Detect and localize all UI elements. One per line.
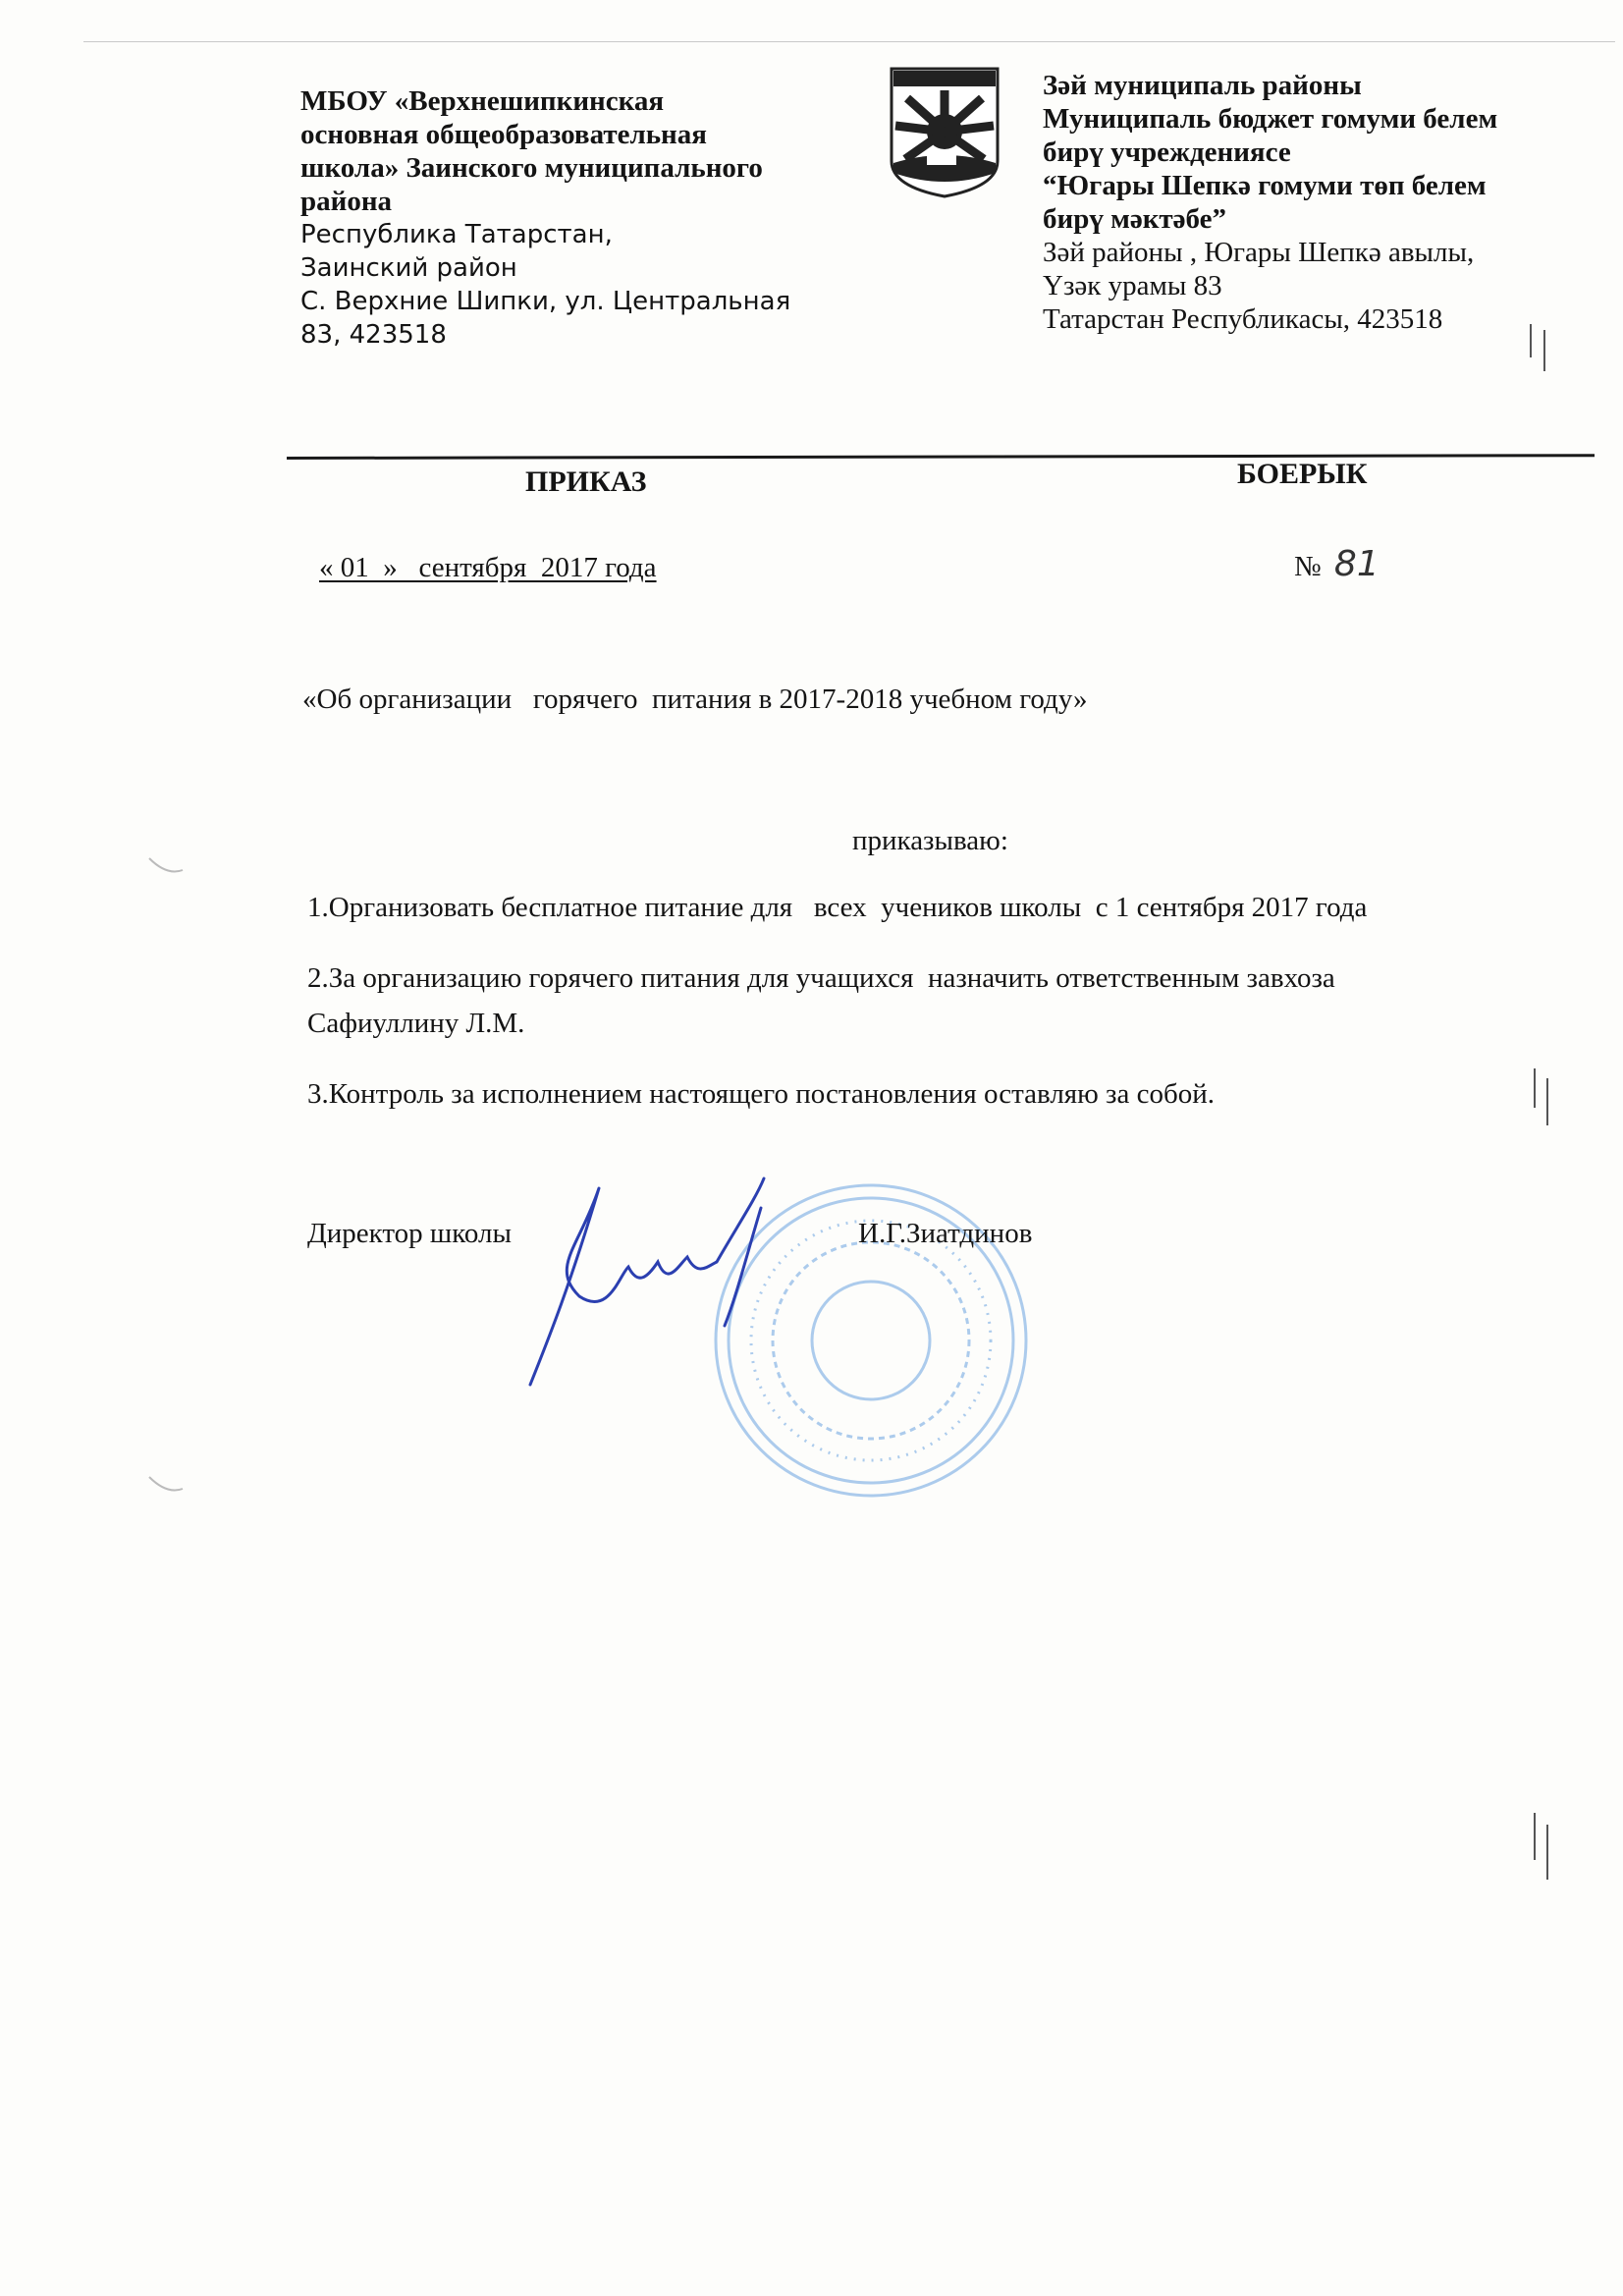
order-item-3: 3.Контроль за исполнением настоящего постановления оставляю за собой.	[307, 1078, 1216, 1110]
signature-position: Директор школы	[307, 1218, 512, 1249]
org-name-ru-line-2: основная общеобразовательная	[300, 119, 707, 150]
scan-mark	[1530, 324, 1532, 357]
address-ru-line-1: Республика Татарстан,	[300, 220, 613, 249]
address-ru-line-4: 83, 423518	[300, 320, 447, 350]
scan-mark	[1546, 1078, 1548, 1125]
org-name-ru-line-1: МБОУ «Верхнешипкинская	[300, 85, 665, 117]
scan-mark	[1546, 1825, 1548, 1880]
coat-of-arms-logo	[888, 65, 1001, 198]
order-item-1: 1.Организовать бесплатное питание для всех учеников школы с 1 сентября 2017 года	[307, 892, 1368, 923]
order-item-2-cont: Сафиуллину Л.М.	[307, 1008, 525, 1039]
address-tt-line-1: Зәй районы , Югары Шепкә авылы,	[1043, 237, 1475, 268]
org-name-tt-line-5: бирү мәктәбе”	[1043, 203, 1227, 235]
order-date: « 01 » сентября 2017 года	[319, 552, 657, 583]
org-name-tt-line-1: Зәй муниципаль районы	[1043, 70, 1362, 101]
director-signature	[511, 1169, 785, 1394]
org-name-ru-line-3: школа» Заинского муниципального	[300, 152, 763, 184]
header-left	[300, 84, 790, 352]
hole-punch-mark	[147, 1471, 187, 1501]
hole-punch-mark	[147, 852, 187, 882]
scan-mark	[1543, 330, 1545, 371]
org-name-ru-line-4: района	[300, 186, 393, 217]
order-word: приказываю:	[852, 825, 1008, 856]
number-value: 81	[1333, 544, 1380, 584]
org-name-tt-line-4: “Югары Шепкә гомуми төп белем	[1043, 170, 1487, 201]
scan-mark	[1534, 1068, 1536, 1108]
order-item-2: 2.За организацию горячего питания для учащихся назначить ответственным завхоза	[307, 962, 1335, 994]
org-name-tt-line-3: бирү учреждениясе	[1043, 137, 1291, 168]
sun-emblem-icon	[888, 65, 1001, 198]
scan-edge-line	[83, 41, 1615, 42]
order-number	[1294, 544, 1380, 584]
header-right	[1043, 69, 1497, 336]
scan-mark	[1534, 1813, 1536, 1860]
order-subject: «Об организации горячего питания в 2017-2018 учебном году»	[302, 683, 1088, 715]
signature-name: И.Г.Зиатдинов	[858, 1218, 1033, 1249]
address-tt-line-3: Татарстан Республикасы, 423518	[1043, 303, 1443, 335]
org-name-tt-line-2: Муниципаль бюджет гомуми белем	[1043, 103, 1498, 135]
number-label: №	[1294, 551, 1322, 582]
header-divider	[287, 454, 1595, 460]
address-tt-line-2: Үзәк урамы 83	[1043, 270, 1222, 301]
address-ru-line-2: Заинский район	[300, 253, 517, 283]
doc-type-ru: ПРИКАЗ	[525, 465, 647, 498]
doc-type-tt: БОЕРЫК	[1237, 458, 1368, 490]
address-ru-line-3: С. Верхние Шипки, ул. Центральная	[300, 287, 791, 316]
